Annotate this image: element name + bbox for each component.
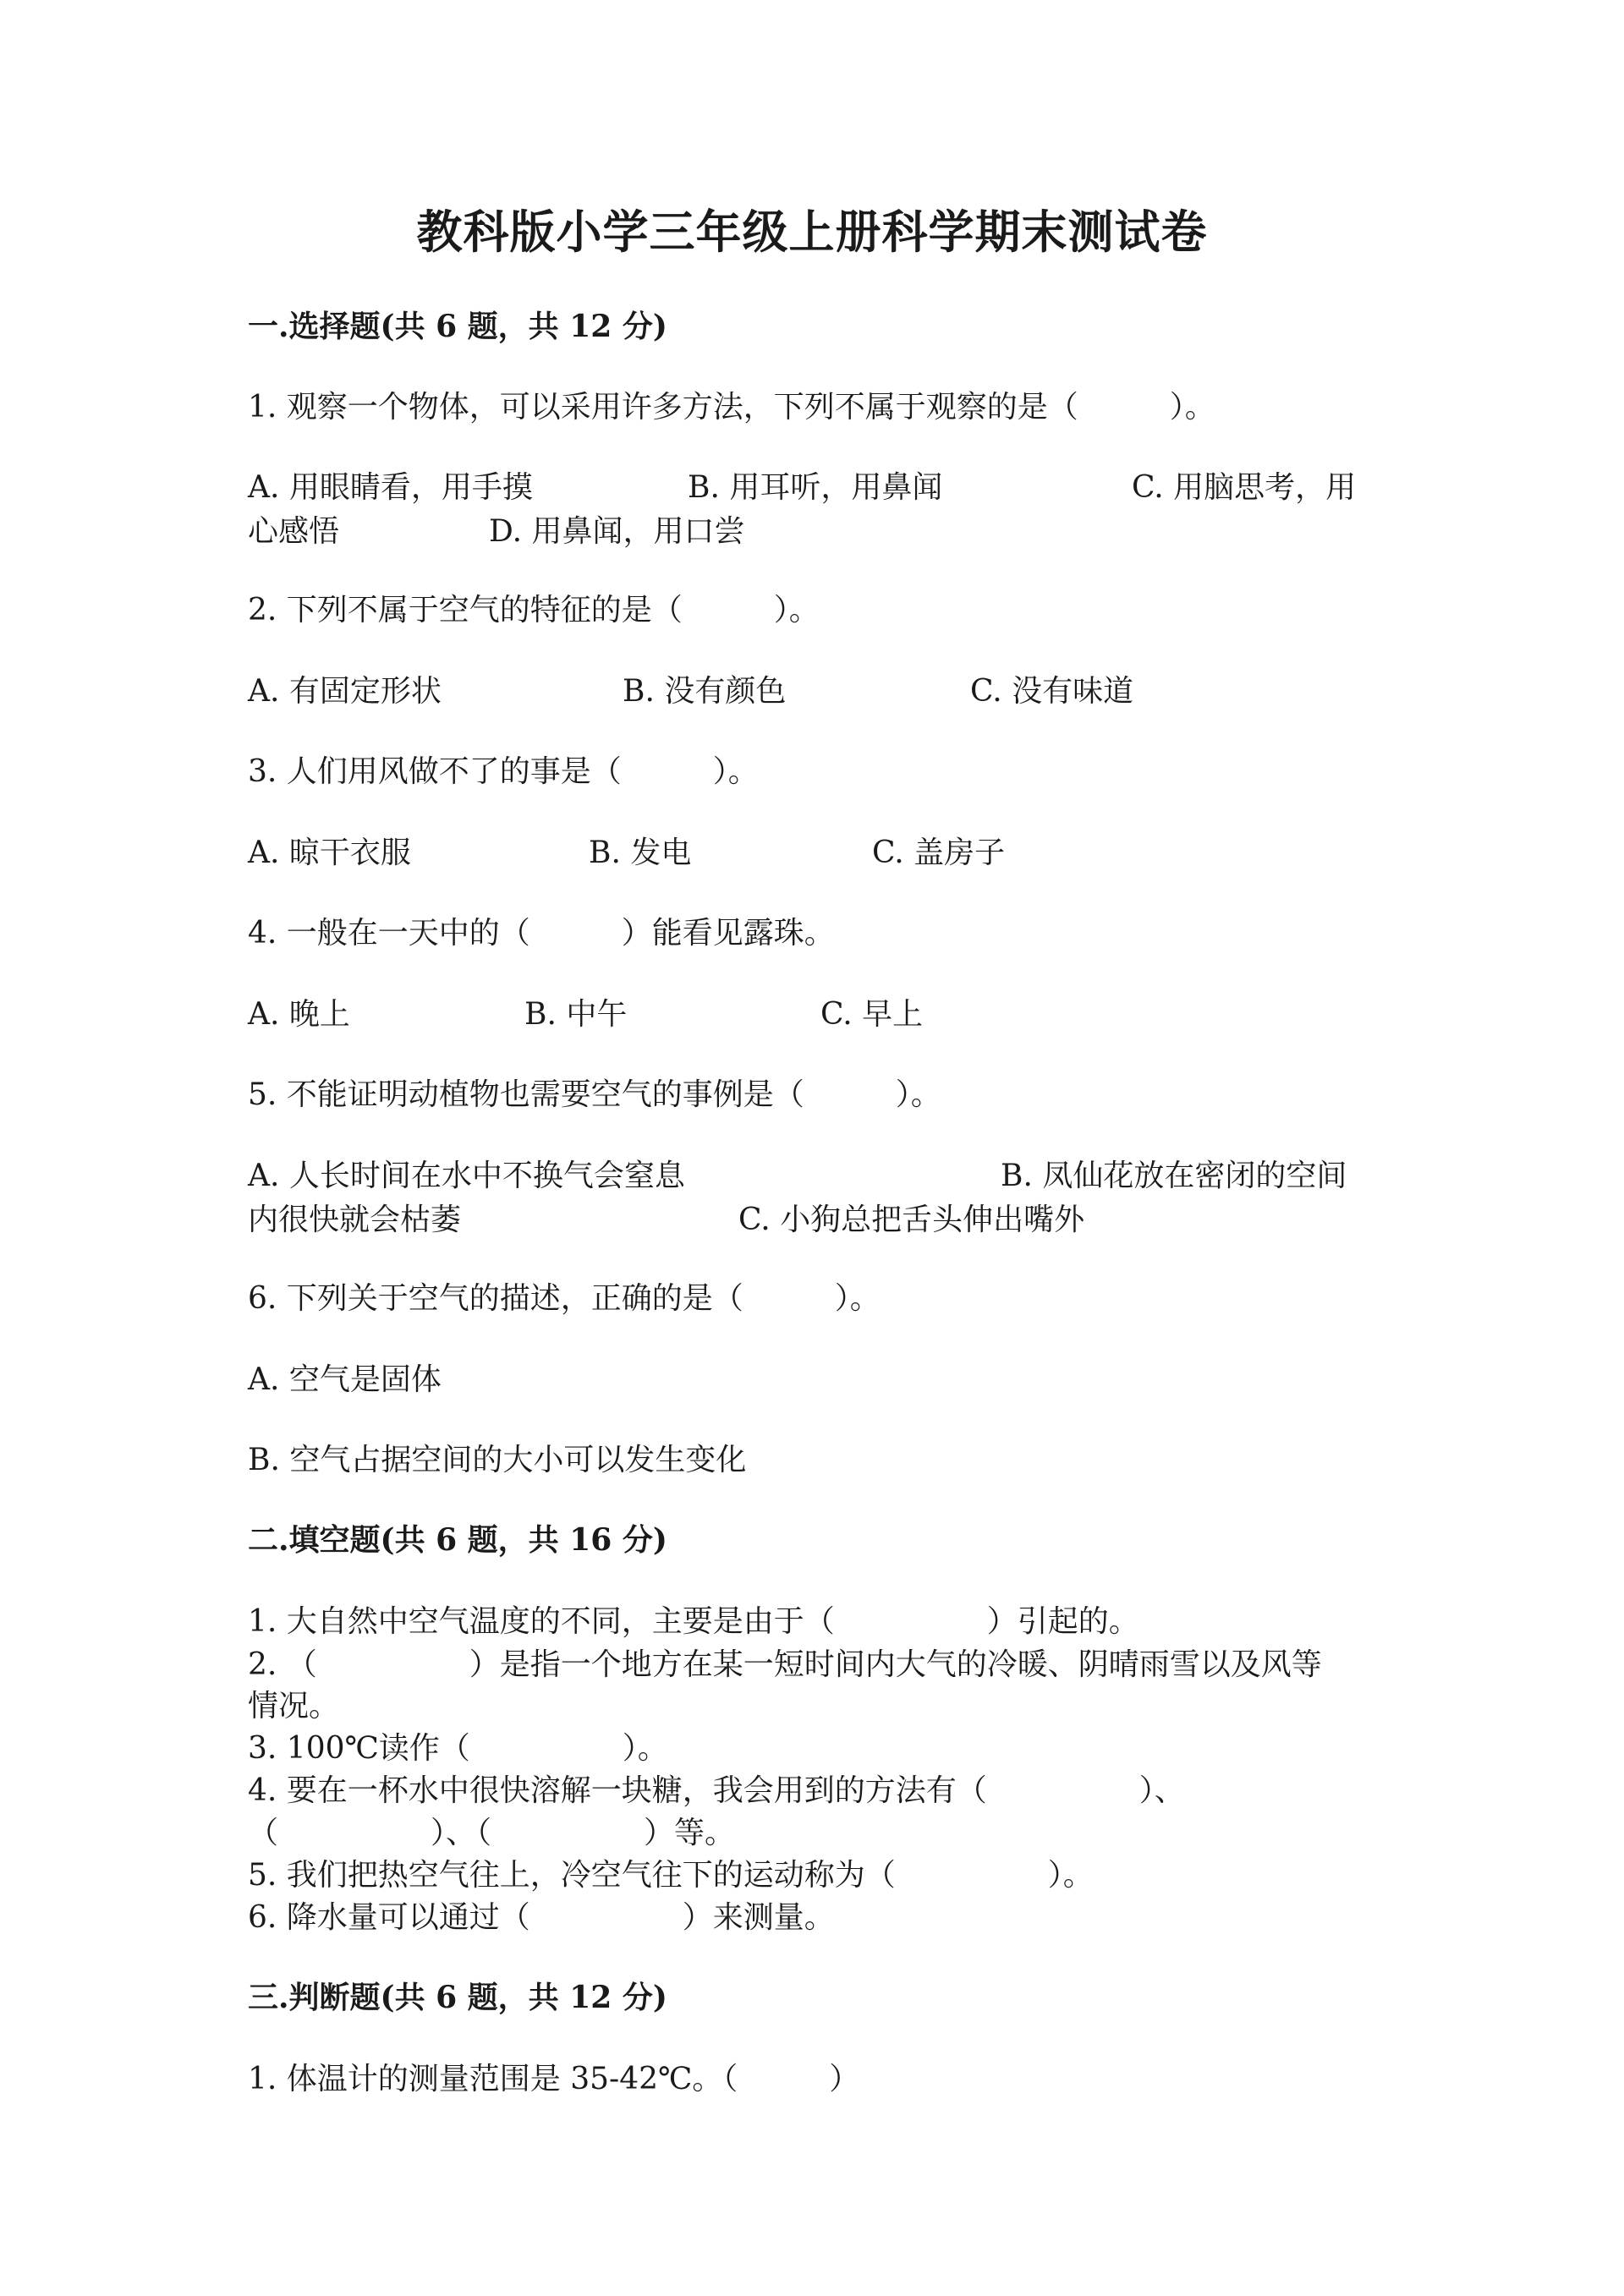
question-stem: 1. 体温计的测量范围是 35-42℃。（ ） bbox=[248, 2062, 860, 2096]
option-c: C. 盖房子 bbox=[872, 836, 1006, 870]
option-a: A. 有固定形状 bbox=[248, 674, 442, 709]
question-stem: 6. 下列关于空气的描述，正确的是（ ）。 bbox=[248, 1281, 881, 1316]
option-a: A. 用眼睛看，用手摸 bbox=[248, 470, 533, 505]
question-stem: 4. 一般在一天中的（ ）能看见露珠。 bbox=[248, 916, 835, 951]
option-a: A. 晚上 bbox=[248, 997, 350, 1032]
option-c: C. 用脑思考，用 bbox=[1132, 470, 1357, 505]
fill-line: 4. 要在一杯水中很快溶解一块糖，我会用到的方法有（ ）、 bbox=[248, 1773, 1185, 1808]
question-stem: 2. 下列不属于空气的特征的是（ ）。 bbox=[248, 593, 820, 627]
option-c: C. 早上 bbox=[820, 997, 924, 1032]
option-b: B. 没有颜色 bbox=[623, 674, 787, 709]
option-b: B. 中午 bbox=[524, 997, 628, 1032]
section-heading-fill: 二.填空题(共 6 题，共 16 分) bbox=[248, 1522, 667, 1558]
option-a: A. 人长时间在水中不换气会窒息 bbox=[248, 1159, 685, 1193]
fill-line: （ ）、（ ）等。 bbox=[248, 1816, 736, 1850]
option-d: D. 用鼻闻，用口尝 bbox=[489, 514, 745, 549]
fill-line: 2. （ ）是指一个地方在某一短时间内大气的冷暖、阴晴雨雪以及风等 bbox=[248, 1647, 1322, 1682]
page-title: 教科版小学三年级上册科学期末测试卷 bbox=[416, 205, 1208, 259]
question-stem: 3. 人们用风做不了的事是（ ）。 bbox=[248, 754, 759, 789]
option-b-continued: 内很快就会枯萎 bbox=[248, 1203, 462, 1237]
section-heading-judge: 三.判断题(共 6 题，共 12 分) bbox=[248, 1980, 667, 2015]
fill-line: 1. 大自然中空气温度的不同，主要是由于（ ）引起的。 bbox=[248, 1604, 1139, 1639]
option-c: C. 没有味道 bbox=[970, 674, 1134, 709]
fill-line: 6. 降水量可以通过（ ）来测量。 bbox=[248, 1900, 835, 1935]
question-stem: 1. 观察一个物体，可以采用许多方法，下列不属于观察的是（ ）。 bbox=[248, 390, 1215, 425]
option-a: A. 晾干衣服 bbox=[248, 836, 411, 870]
question-stem: 5. 不能证明动植物也需要空气的事例是（ ）。 bbox=[248, 1077, 941, 1112]
option-c-continued: 心感悟 bbox=[248, 514, 340, 549]
option-b: B. 凤仙花放在密闭的空间 bbox=[1001, 1159, 1347, 1193]
fill-line: 3. 100℃读作（ ）。 bbox=[248, 1731, 668, 1766]
option-a: A. 空气是固体 bbox=[248, 1362, 442, 1397]
option-b: B. 发电 bbox=[589, 836, 692, 870]
option-b: B. 用耳听，用鼻闻 bbox=[688, 470, 943, 505]
fill-line: 情况。 bbox=[248, 1689, 340, 1723]
section-heading-choice: 一.选择题(共 6 题，共 12 分) bbox=[248, 309, 667, 344]
fill-line: 5. 我们把热空气往上，冷空气往下的运动称为（ ）。 bbox=[248, 1858, 1094, 1893]
option-b: B. 空气占据空间的大小可以发生变化 bbox=[248, 1443, 747, 1477]
option-c: C. 小狗总把舌头伸出嘴外 bbox=[738, 1203, 1085, 1237]
